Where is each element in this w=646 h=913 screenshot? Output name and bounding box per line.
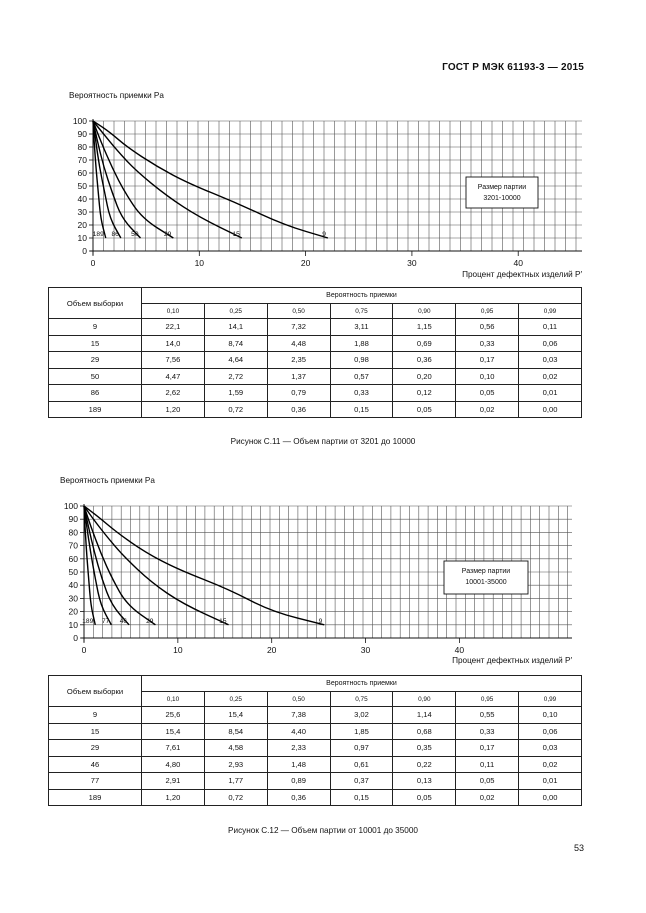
y-tick-label: 10 bbox=[68, 619, 78, 630]
acceptance-probability-header: Вероятность приемки bbox=[142, 676, 582, 692]
sample-size-cell: 189 bbox=[49, 401, 142, 418]
x-tick-label: 20 bbox=[266, 645, 277, 655]
defect-percent-cell: 1,20 bbox=[142, 789, 205, 806]
defect-percent-cell: 0,35 bbox=[393, 740, 456, 757]
defect-percent-cell: 0,72 bbox=[204, 789, 267, 806]
defect-percent-cell: 2,72 bbox=[204, 368, 267, 385]
curve-label-n86: 86 bbox=[111, 231, 119, 238]
acceptance-probability-header: Вероятность приемки bbox=[142, 288, 582, 304]
probability-col-header: 0,50 bbox=[267, 692, 330, 707]
defect-percent-cell: 0,12 bbox=[393, 385, 456, 402]
probability-col-header: 0,99 bbox=[519, 692, 582, 707]
defect-percent-cell: 0,61 bbox=[330, 756, 393, 773]
table-row bbox=[49, 773, 582, 790]
defect-percent-cell: 1,88 bbox=[330, 335, 393, 352]
defect-percent-cell: 4,48 bbox=[267, 335, 330, 352]
defect-percent-cell: 2,33 bbox=[267, 740, 330, 757]
y-tick-label: 90 bbox=[77, 129, 87, 139]
oc-curve-n9 bbox=[84, 506, 324, 625]
sample-size-cell: 9 bbox=[49, 319, 142, 336]
defect-percent-cell: 1,48 bbox=[267, 756, 330, 773]
defect-percent-cell: 0,03 bbox=[519, 352, 582, 369]
defect-percent-cell: 0,69 bbox=[393, 335, 456, 352]
y-tick-label: 30 bbox=[77, 207, 87, 217]
table-row bbox=[49, 740, 582, 757]
defect-percent-cell: 0,20 bbox=[393, 368, 456, 385]
defect-percent-cell: 0,06 bbox=[519, 335, 582, 352]
defect-percent-cell: 0,05 bbox=[456, 773, 519, 790]
y-axis-label: Вероятность приемки Pa bbox=[60, 476, 155, 485]
defect-percent-cell: 25,6 bbox=[142, 707, 205, 724]
oc-curve-n29 bbox=[84, 506, 155, 625]
probability-col-header: 0,10 bbox=[142, 692, 205, 707]
defect-percent-cell: 7,38 bbox=[267, 707, 330, 724]
defect-percent-cell: 0,02 bbox=[456, 789, 519, 806]
curve-label-n29: 29 bbox=[164, 231, 172, 238]
defect-percent-cell: 0,13 bbox=[393, 773, 456, 790]
defect-percent-cell: 0,03 bbox=[519, 740, 582, 757]
defect-percent-cell: 0,72 bbox=[204, 401, 267, 418]
probability-col-header: 0,75 bbox=[330, 692, 393, 707]
defect-percent-cell: 15,4 bbox=[142, 723, 205, 740]
y-tick-label: 90 bbox=[68, 514, 78, 525]
defect-percent-cell: 4,64 bbox=[204, 352, 267, 369]
defect-percent-cell: 0,02 bbox=[456, 401, 519, 418]
defect-percent-cell: 0,97 bbox=[330, 740, 393, 757]
x-tick-label: 30 bbox=[360, 645, 371, 655]
probability-col-header: 0,95 bbox=[456, 304, 519, 319]
table-row bbox=[49, 789, 582, 806]
defect-percent-cell: 0,11 bbox=[519, 319, 582, 336]
defect-percent-cell: 7,32 bbox=[267, 319, 330, 336]
sample-size-cell: 46 bbox=[49, 756, 142, 773]
x-tick-label: 10 bbox=[194, 258, 205, 268]
x-tick-label: 0 bbox=[90, 258, 96, 268]
sample-size-cell: 86 bbox=[49, 385, 142, 402]
defect-percent-cell: 0,79 bbox=[267, 385, 330, 402]
defect-percent-cell: 2,35 bbox=[267, 352, 330, 369]
lot-size-box bbox=[444, 561, 528, 594]
page-number: 53 bbox=[573, 843, 584, 853]
defect-percent-cell: 0,00 bbox=[519, 401, 582, 418]
defect-percent-cell: 0,33 bbox=[456, 723, 519, 740]
defect-percent-cell: 0,00 bbox=[519, 789, 582, 806]
probability-col-header: 0,95 bbox=[456, 692, 519, 707]
defect-percent-cell: 1,20 bbox=[142, 401, 205, 418]
x-tick-label: 30 bbox=[407, 258, 417, 268]
sample-size-header: Объем выборки bbox=[49, 288, 142, 319]
probability-col-header: 0,90 bbox=[393, 692, 456, 707]
sample-size-cell: 15 bbox=[49, 335, 142, 352]
y-tick-label: 100 bbox=[63, 501, 78, 511]
x-tick-label: 40 bbox=[454, 645, 465, 655]
defect-percent-cell: 0,89 bbox=[267, 773, 330, 790]
document-header: ГОСТ Р МЭК 61193-3 — 2015 bbox=[442, 62, 584, 73]
y-tick-label: 50 bbox=[68, 567, 78, 577]
defect-percent-cell: 0,15 bbox=[330, 789, 393, 806]
defect-percent-cell: 7,61 bbox=[142, 740, 205, 757]
x-tick-label: 20 bbox=[300, 258, 311, 268]
y-tick-label: 50 bbox=[77, 181, 87, 191]
table-header-row bbox=[49, 676, 582, 692]
defect-percent-cell: 7,56 bbox=[142, 352, 205, 369]
defect-percent-cell: 4,47 bbox=[142, 368, 205, 385]
y-axis-label: Вероятность приемки Pa bbox=[69, 91, 164, 100]
y-tick-label: 60 bbox=[77, 168, 87, 178]
figure-caption-2: Рисунок С.12 — Объем партии от 10001 до 35000 bbox=[228, 826, 418, 835]
probability-col-header: 0,90 bbox=[393, 304, 456, 319]
curve-label-n189: 189 bbox=[92, 231, 104, 238]
defect-percent-cell: 2,62 bbox=[142, 385, 205, 402]
defect-percent-cell: 0,05 bbox=[393, 401, 456, 418]
defect-percent-cell: 14,0 bbox=[142, 335, 205, 352]
sample-size-cell: 9 bbox=[49, 707, 142, 724]
acceptance-table-2 bbox=[48, 675, 582, 806]
defect-percent-cell: 0,17 bbox=[456, 740, 519, 757]
y-tick-label: 70 bbox=[77, 155, 87, 165]
y-tick-label: 70 bbox=[68, 540, 78, 551]
defect-percent-cell: 1,59 bbox=[204, 385, 267, 402]
defect-percent-cell: 4,40 bbox=[267, 723, 330, 740]
defect-percent-cell: 0,55 bbox=[456, 707, 519, 724]
curve-label-n15: 15 bbox=[232, 231, 240, 238]
curve-label-n15: 15 bbox=[219, 617, 227, 625]
defect-percent-cell: 0,05 bbox=[393, 789, 456, 806]
x-tick-label: 40 bbox=[513, 258, 523, 268]
defect-percent-cell: 0,10 bbox=[519, 707, 582, 724]
defect-percent-cell: 3,02 bbox=[330, 707, 393, 724]
lot-size-box-title: Размер партии bbox=[461, 568, 511, 575]
defect-percent-cell: 0,05 bbox=[456, 385, 519, 402]
sample-size-cell: 50 bbox=[49, 368, 142, 385]
sample-size-cell: 77 bbox=[49, 773, 142, 790]
curve-label-n189: 189 bbox=[82, 617, 94, 625]
defect-percent-cell: 0,33 bbox=[330, 385, 393, 402]
defect-percent-cell: 0,68 bbox=[393, 723, 456, 740]
y-tick-label: 20 bbox=[68, 606, 78, 617]
defect-percent-cell: 8,74 bbox=[204, 335, 267, 352]
lot-size-box-range: 3201-10000 bbox=[483, 195, 521, 202]
probability-col-header: 0,10 bbox=[142, 304, 205, 319]
defect-percent-cell: 0,11 bbox=[456, 756, 519, 773]
y-tick-label: 20 bbox=[77, 220, 87, 230]
curve-label-n50: 50 bbox=[131, 231, 139, 238]
defect-percent-cell: 0,01 bbox=[519, 385, 582, 402]
probability-col-header: 0,75 bbox=[330, 304, 393, 319]
probability-col-header: 0,99 bbox=[519, 304, 582, 319]
defect-percent-cell: 0,15 bbox=[330, 401, 393, 418]
lot-size-box-title: Размер партии bbox=[477, 184, 527, 191]
defect-percent-cell: 2,91 bbox=[142, 773, 205, 790]
defect-percent-cell: 14,1 bbox=[204, 319, 267, 336]
defect-percent-cell: 15,4 bbox=[204, 707, 267, 724]
defect-percent-cell: 1,85 bbox=[330, 723, 393, 740]
table-row bbox=[49, 756, 582, 773]
defect-percent-cell: 1,15 bbox=[393, 319, 456, 336]
y-tick-label: 40 bbox=[77, 194, 87, 204]
defect-percent-cell: 0,37 bbox=[330, 773, 393, 790]
defect-percent-cell: 4,80 bbox=[142, 756, 205, 773]
defect-percent-cell: 8,54 bbox=[204, 723, 267, 740]
x-axis-label: Процент дефектных изделий P′ bbox=[452, 656, 572, 665]
defect-percent-cell: 3,11 bbox=[330, 319, 393, 336]
defect-percent-cell: 0,22 bbox=[393, 756, 456, 773]
defect-percent-cell: 0,98 bbox=[330, 352, 393, 369]
curve-label-n9: 9 bbox=[322, 231, 326, 238]
y-tick-label: 60 bbox=[68, 553, 78, 564]
defect-percent-cell: 1,14 bbox=[393, 707, 456, 724]
defect-percent-cell: 0,36 bbox=[267, 789, 330, 806]
table-row bbox=[49, 707, 582, 724]
x-tick-label: 10 bbox=[173, 645, 183, 655]
defect-percent-cell: 0,02 bbox=[519, 756, 582, 773]
curve-label-n9: 9 bbox=[318, 617, 323, 625]
sample-size-cell: 29 bbox=[49, 352, 142, 369]
defect-percent-cell: 22,1 bbox=[142, 319, 205, 336]
defect-percent-cell: 0,02 bbox=[519, 368, 582, 385]
defect-percent-cell: 0,36 bbox=[393, 352, 456, 369]
y-tick-label: 0 bbox=[82, 246, 87, 256]
lot-size-box-range: 10001-35000 bbox=[465, 579, 507, 586]
defect-percent-cell: 0,01 bbox=[519, 773, 582, 790]
y-tick-label: 30 bbox=[68, 593, 78, 604]
probability-col-header: 0,25 bbox=[204, 692, 267, 707]
defect-percent-cell: 1,77 bbox=[204, 773, 267, 790]
sample-size-cell: 15 bbox=[49, 723, 142, 740]
y-tick-label: 10 bbox=[77, 233, 87, 243]
y-tick-label: 80 bbox=[77, 142, 87, 152]
x-tick-label: 0 bbox=[81, 645, 87, 655]
sample-size-header: Объем выборки bbox=[49, 676, 142, 707]
curve-label-n77: 77 bbox=[101, 617, 110, 625]
sample-size-cell: 189 bbox=[49, 789, 142, 806]
curve-label-n29: 29 bbox=[146, 617, 154, 625]
y-tick-label: 40 bbox=[68, 580, 78, 591]
table-row bbox=[49, 723, 582, 740]
probability-col-header: 0,25 bbox=[204, 304, 267, 319]
defect-percent-cell: 0,33 bbox=[456, 335, 519, 352]
defect-percent-cell: 1,37 bbox=[267, 368, 330, 385]
defect-percent-cell: 0,10 bbox=[456, 368, 519, 385]
y-tick-label: 100 bbox=[72, 116, 87, 126]
y-tick-label: 80 bbox=[68, 527, 78, 538]
probability-col-header: 0,50 bbox=[267, 304, 330, 319]
defect-percent-cell: 0,56 bbox=[456, 319, 519, 336]
curve-label-n46: 46 bbox=[119, 617, 128, 625]
y-tick-label: 0 bbox=[73, 633, 78, 643]
defect-percent-cell: 0,36 bbox=[267, 401, 330, 418]
figure-caption-1: Рисунок С.11 — Объем партии от 3201 до 10000 bbox=[230, 437, 416, 446]
defect-percent-cell: 0,57 bbox=[330, 368, 393, 385]
defect-percent-cell: 0,06 bbox=[519, 723, 582, 740]
defect-percent-cell: 4,58 bbox=[204, 740, 267, 757]
x-axis-label: Процент дефектных изделий P′ bbox=[462, 270, 582, 279]
sample-size-cell: 29 bbox=[49, 740, 142, 757]
defect-percent-cell: 2,93 bbox=[204, 756, 267, 773]
defect-percent-cell: 0,17 bbox=[456, 352, 519, 369]
